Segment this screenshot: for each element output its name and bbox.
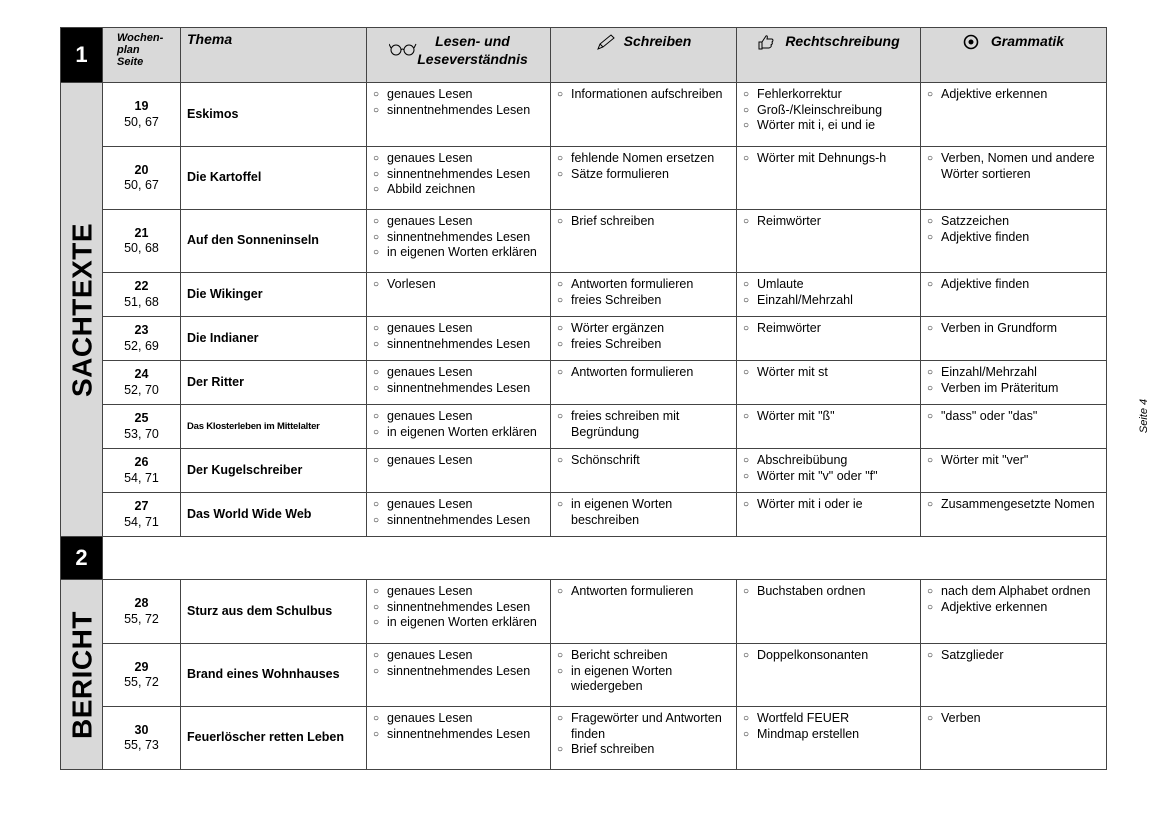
list-item: ○ Wörter mit Dehnungs-h xyxy=(743,151,914,167)
list-item: ○ freies schreiben mit Begründung xyxy=(557,409,730,440)
list-item: ○ genaues Lesen xyxy=(373,497,544,513)
list-item: ○ "dass" oder "das" xyxy=(927,409,1100,425)
grammatik-cell xyxy=(921,147,1107,210)
list-item: ○ Adjektive erkennen xyxy=(927,600,1100,616)
category-label: SACHTEXTE xyxy=(61,83,103,537)
wochenplan-header: Wochen- plan Seite xyxy=(103,28,181,83)
list-item: ○ Sätze formulieren xyxy=(557,167,730,183)
week-page-cell xyxy=(103,405,181,449)
list-item: ○ sinnentnehmendes Lesen xyxy=(373,600,544,616)
table-row xyxy=(61,644,1107,707)
list-item: ○ Vorlesen xyxy=(373,277,544,293)
list-item: ○ Antworten formulieren xyxy=(557,277,730,293)
theme-cell: Der Kugelschreiber xyxy=(181,449,367,493)
list-item: ○ Groß-/Kleinschreibung xyxy=(743,103,914,119)
page-number-label: Seite 4 xyxy=(1138,398,1151,434)
list-item: ○ sinnentnehmendes Lesen xyxy=(373,727,544,743)
list-item: ○ sinnentnehmendes Lesen xyxy=(373,513,544,529)
list-item: ○ Verben, Nomen und andere Wörter sortieren xyxy=(927,151,1100,182)
list-item: ○ Adjektive finden xyxy=(927,277,1100,293)
grammatik-cell xyxy=(921,361,1107,405)
list-item: ○ genaues Lesen xyxy=(373,321,544,337)
week-number: 23 xyxy=(134,323,149,337)
list-item: ○ freies Schreiben xyxy=(557,337,730,353)
unit-number-1: 1 xyxy=(61,28,103,83)
table-row xyxy=(61,449,1107,493)
lesson-plan-table xyxy=(60,27,1107,770)
grammatik-cell xyxy=(921,210,1107,273)
rechtschreibung-cell xyxy=(737,273,921,317)
week-page-cell xyxy=(103,273,181,317)
schreiben-cell xyxy=(551,317,737,361)
page-numbers: 54, 71 xyxy=(124,514,159,529)
list-item: ○ genaues Lesen xyxy=(373,409,544,425)
theme-cell: Der Ritter xyxy=(181,361,367,405)
week-number: 26 xyxy=(134,455,149,469)
table-row xyxy=(61,361,1107,405)
list-item: ○ Wörter mit "ver" xyxy=(927,453,1100,469)
schreiben-cell xyxy=(551,493,737,537)
theme-cell: Auf den Sonneninseln xyxy=(181,210,367,273)
page-numbers: 55, 72 xyxy=(124,611,159,626)
list-item: ○ Informationen aufschreiben xyxy=(557,87,730,103)
week-page-cell xyxy=(103,580,181,644)
theme-cell: Das World Wide Web xyxy=(181,493,367,537)
table-row xyxy=(61,707,1107,770)
list-item: ○ genaues Lesen xyxy=(373,648,544,664)
list-item: ○ Satzzeichen xyxy=(927,214,1100,230)
list-item: ○ freies Schreiben xyxy=(557,293,730,309)
week-number: 19 xyxy=(134,99,149,113)
glasses-icon xyxy=(389,42,409,58)
theme-cell: Das Klosterleben im Mittelalter xyxy=(181,405,367,449)
list-item: ○ Wortfeld FEUER xyxy=(743,711,914,727)
list-item: ○ Wörter mit "v" oder "f" xyxy=(743,469,914,485)
list-item: ○ genaues Lesen xyxy=(373,151,544,167)
list-item: ○ Umlaute xyxy=(743,277,914,293)
category-label: BERICHT xyxy=(61,580,103,770)
lesen-cell xyxy=(367,210,551,273)
list-item: ○ Wörter mit i oder ie xyxy=(743,497,914,513)
lesen-header: Lesen- und Leseverständnis xyxy=(367,28,551,83)
list-item: ○ genaues Lesen xyxy=(373,453,544,469)
list-item: ○ Verben xyxy=(927,711,1100,727)
week-page-cell xyxy=(103,317,181,361)
theme-cell: Die Kartoffel xyxy=(181,147,367,210)
target-icon xyxy=(963,34,983,50)
week-number: 24 xyxy=(134,367,149,381)
list-item: ○ sinnentnehmendes Lesen xyxy=(373,337,544,353)
list-item: ○ in eigenen Worten erklären xyxy=(373,615,544,631)
lesen-cell xyxy=(367,405,551,449)
list-item: ○ Antworten formulieren xyxy=(557,584,730,600)
page-numbers: 50, 67 xyxy=(124,114,159,129)
schreiben-cell xyxy=(551,361,737,405)
thema-header: Thema xyxy=(181,28,367,83)
list-item: ○ Abbild zeichnen xyxy=(373,182,544,198)
table-row xyxy=(61,273,1107,317)
grammatik-cell xyxy=(921,493,1107,537)
lesen-cell xyxy=(367,644,551,707)
list-item: ○ sinnentnehmendes Lesen xyxy=(373,103,544,119)
list-item: ○ Doppelkonsonanten xyxy=(743,648,914,664)
list-item: ○ genaues Lesen xyxy=(373,87,544,103)
pencil-icon xyxy=(596,34,616,50)
list-item: ○ in eigenen Worten erklären xyxy=(373,425,544,441)
theme-cell: Eskimos xyxy=(181,83,367,147)
table-row xyxy=(61,147,1107,210)
section-divider-row xyxy=(61,537,1107,580)
rechtschreibung-cell xyxy=(737,361,921,405)
schreiben-cell xyxy=(551,449,737,493)
week-number: 20 xyxy=(134,162,149,177)
list-item: ○ Wörter mit st xyxy=(743,365,914,381)
list-item: ○ Buchstaben ordnen xyxy=(743,584,914,600)
schreiben-cell xyxy=(551,707,737,770)
page-numbers: 53, 70 xyxy=(124,426,159,441)
list-item: ○ Zusammengesetzte Nomen xyxy=(927,497,1100,513)
list-item: ○ Schönschrift xyxy=(557,453,730,469)
list-item: ○ Adjektive erkennen xyxy=(927,87,1100,103)
list-item: ○ Einzahl/Mehrzahl xyxy=(743,293,914,309)
rechtschreibung-cell xyxy=(737,210,921,273)
lesen-cell xyxy=(367,83,551,147)
table-row xyxy=(61,580,1107,644)
week-number: 29 xyxy=(134,659,149,674)
list-item: ○ Brief schreiben xyxy=(557,742,730,758)
week-page-cell xyxy=(103,449,181,493)
theme-cell: Die Wikinger xyxy=(181,273,367,317)
list-item: ○ sinnentnehmendes Lesen xyxy=(373,230,544,246)
list-item: ○ in eigenen Worten wiedergeben xyxy=(557,664,730,695)
list-item: ○ Antworten formulieren xyxy=(557,365,730,381)
page-numbers: 55, 73 xyxy=(124,738,159,752)
week-number: 21 xyxy=(134,225,149,240)
list-item: ○ Wörter ergänzen xyxy=(557,321,730,337)
list-item: ○ Verben im Präteritum xyxy=(927,381,1100,397)
list-item: ○ genaues Lesen xyxy=(373,711,544,727)
theme-cell: Brand eines Wohnhauses xyxy=(181,644,367,707)
list-item: ○ sinnentnehmendes Lesen xyxy=(373,381,544,397)
schreiben-cell xyxy=(551,644,737,707)
list-item: ○ Bericht schreiben xyxy=(557,648,730,664)
grammatik-cell xyxy=(921,317,1107,361)
page-numbers: 52, 70 xyxy=(124,382,159,397)
unit-number-2: 2 xyxy=(61,537,103,580)
list-item: ○ Wörter mit "ß" xyxy=(743,409,914,425)
list-item: ○ Mindmap erstellen xyxy=(743,727,914,743)
list-item: ○ sinnentnehmendes Lesen xyxy=(373,167,544,183)
list-item: ○ Abschreibübung xyxy=(743,453,914,469)
schreiben-cell xyxy=(551,580,737,644)
week-page-cell xyxy=(103,147,181,210)
schreiben-cell xyxy=(551,273,737,317)
week-number: 25 xyxy=(134,411,149,425)
lesen-cell xyxy=(367,580,551,644)
lesen-cell xyxy=(367,493,551,537)
lesen-cell xyxy=(367,707,551,770)
rechtschreibung-header: Rechtschreibung xyxy=(737,28,921,83)
rechtschreibung-cell xyxy=(737,317,921,361)
table-row xyxy=(61,317,1107,361)
week-page-cell xyxy=(103,493,181,537)
grammatik-cell xyxy=(921,273,1107,317)
list-item: ○ Adjektive finden xyxy=(927,230,1100,246)
lesen-cell xyxy=(367,449,551,493)
page-numbers: 52, 69 xyxy=(124,338,159,353)
rechtschreibung-cell xyxy=(737,83,921,147)
thumbs-up-icon xyxy=(757,34,777,50)
grammatik-cell xyxy=(921,707,1107,770)
schreiben-cell xyxy=(551,405,737,449)
table-row xyxy=(61,405,1107,449)
week-number: 22 xyxy=(134,279,149,293)
theme-cell: Sturz aus dem Schulbus xyxy=(181,580,367,644)
schreiben-cell xyxy=(551,210,737,273)
list-item: ○ fehlende Nomen ersetzen xyxy=(557,151,730,167)
list-item: ○ in eigenen Worten erklären xyxy=(373,245,544,261)
rechtschreibung-cell xyxy=(737,405,921,449)
grammatik-header: Grammatik xyxy=(921,28,1107,83)
week-page-cell xyxy=(103,644,181,707)
week-number: 30 xyxy=(134,722,149,737)
list-item: ○ Satzglieder xyxy=(927,648,1100,664)
lesen-cell xyxy=(367,361,551,405)
rechtschreibung-cell xyxy=(737,449,921,493)
lesen-cell xyxy=(367,273,551,317)
grammatik-cell xyxy=(921,580,1107,644)
page-numbers: 54, 71 xyxy=(124,470,159,485)
table-row xyxy=(61,493,1107,537)
page-numbers: 51, 68 xyxy=(124,294,159,309)
page-numbers: 55, 72 xyxy=(124,675,159,689)
list-item: ○ Wörter mit i, ei und ie xyxy=(743,118,914,134)
page-numbers: 50, 68 xyxy=(124,241,159,255)
week-number: 28 xyxy=(134,596,149,610)
grammatik-cell xyxy=(921,449,1107,493)
list-item: ○ genaues Lesen xyxy=(373,584,544,600)
list-item: ○ genaues Lesen xyxy=(373,365,544,381)
week-page-cell xyxy=(103,210,181,273)
rechtschreibung-cell xyxy=(737,580,921,644)
schreiben-header: Schreiben xyxy=(551,28,737,83)
table-row xyxy=(61,210,1107,273)
page-numbers: 50, 67 xyxy=(124,178,159,192)
rechtschreibung-cell xyxy=(737,147,921,210)
list-item: ○ Fragewörter und Antworten finden xyxy=(557,711,730,742)
week-number: 27 xyxy=(134,499,149,513)
list-item: ○ genaues Lesen xyxy=(373,214,544,230)
week-page-cell xyxy=(103,707,181,770)
list-item: ○ Reimwörter xyxy=(743,214,914,230)
lesen-cell xyxy=(367,147,551,210)
table-row xyxy=(61,83,1107,147)
theme-cell: Die Indianer xyxy=(181,317,367,361)
grammatik-cell xyxy=(921,644,1107,707)
rechtschreibung-cell xyxy=(737,644,921,707)
table-header-row xyxy=(61,28,1107,83)
list-item: ○ Brief schreiben xyxy=(557,214,730,230)
list-item: ○ Reimwörter xyxy=(743,321,914,337)
theme-cell: Feuerlöscher retten Leben xyxy=(181,707,367,770)
list-item: ○ Verben in Grundform xyxy=(927,321,1100,337)
rechtschreibung-cell xyxy=(737,707,921,770)
grammatik-cell xyxy=(921,405,1107,449)
list-item: ○ Fehlerkorrektur xyxy=(743,87,914,103)
list-item: ○ in eigenen Worten beschreiben xyxy=(557,497,730,528)
schreiben-cell xyxy=(551,147,737,210)
list-item: ○ Einzahl/Mehrzahl xyxy=(927,365,1100,381)
list-item: ○ sinnentnehmendes Lesen xyxy=(373,664,544,680)
list-item: ○ nach dem Alphabet ordnen xyxy=(927,584,1100,600)
grammatik-cell xyxy=(921,83,1107,147)
week-page-cell xyxy=(103,361,181,405)
week-page-cell xyxy=(103,83,181,147)
schreiben-cell xyxy=(551,83,737,147)
rechtschreibung-cell xyxy=(737,493,921,537)
lesen-cell xyxy=(367,317,551,361)
